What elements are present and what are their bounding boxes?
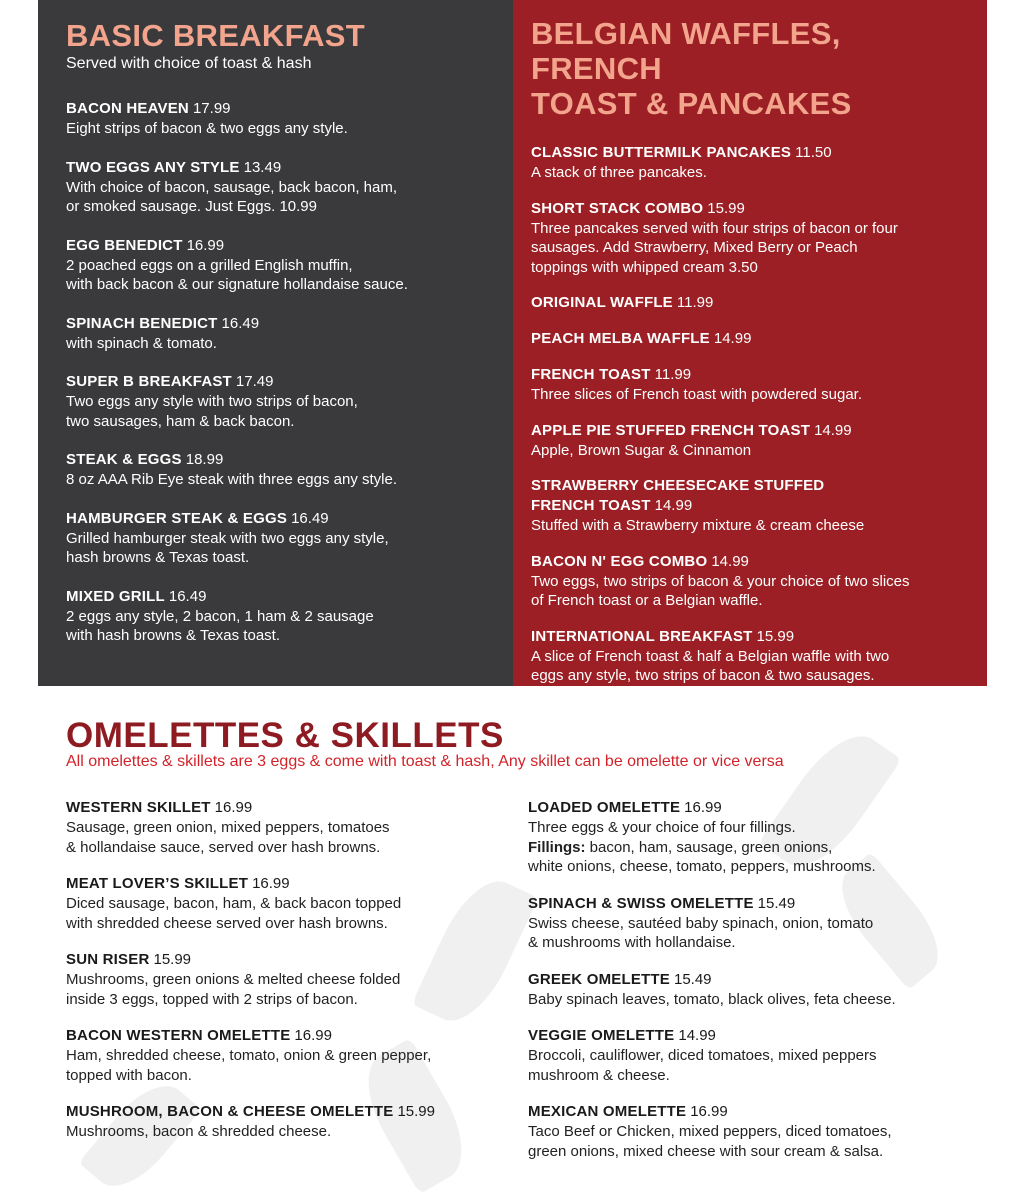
- item-price: 15.49: [757, 894, 796, 912]
- item-price: 16.49: [291, 509, 329, 527]
- item-price: 14.99: [678, 1027, 716, 1044]
- item-description: A slice of French toast & half a Belgian waffle with two eggs any style, two strips of bacon & two sausages.: [531, 647, 890, 684]
- item-name: INTERNATIONAL BREAKFAST: [531, 627, 753, 645]
- menu-item: [531, 476, 965, 536]
- item-description: Taco Beef or Chicken, mixed peppers, diced tomatoes, green onions, mixed cheese with sour cream & salsa.: [528, 1123, 892, 1160]
- omelettes-title: OMELETTES & SKILLETS: [66, 716, 504, 755]
- omelettes-left-column: [66, 798, 506, 1159]
- item-name: STRAWBERRY CHEESECAKE STUFFED: [531, 477, 825, 494]
- item-price: 16.99: [252, 875, 290, 892]
- item-description: Eight strips of bacon & two eggs any style.: [66, 120, 348, 137]
- item-price: 15.99: [707, 199, 745, 217]
- item-description: With choice of bacon, sausage, back bacon, ham, or smoked sausage. Just Eggs. 10.99: [66, 178, 398, 215]
- item-name: WESTERN SKILLET: [66, 799, 211, 816]
- item-description: Baby spinach leaves, tomato, black olives, feta cheese.: [528, 990, 896, 1008]
- item-name: CLASSIC BUTTERMILK PANCAKES: [531, 144, 792, 161]
- menu-item: [528, 970, 988, 1010]
- omelettes-right-column: [528, 798, 988, 1178]
- item-price: 14.99: [654, 497, 693, 514]
- item-description: 2 eggs any style, 2 bacon, 1 ham & 2 sausage with hash browns & Texas toast.: [66, 607, 374, 644]
- menu-item: [66, 450, 485, 490]
- item-name: EGG BENEDICT: [66, 236, 183, 254]
- item-price: 16.99: [684, 799, 722, 816]
- menu-item: [66, 158, 485, 217]
- item-description: Sausage, green onion, mixed peppers, tomatoes & hollandaise sauce, served over hash browns.: [66, 819, 390, 856]
- item-price: 13.49: [243, 158, 282, 176]
- menu-item: [66, 99, 485, 139]
- item-name: PEACH MELBA WAFFLE: [531, 330, 710, 347]
- item-name: HAMBURGER STEAK & EGGS: [66, 509, 288, 527]
- item-price: 15.99: [153, 951, 192, 968]
- item-name: ORIGINAL WAFFLE: [531, 294, 673, 311]
- item-price: 11.99: [654, 366, 692, 383]
- menu-item: [66, 372, 485, 431]
- menu-item: [66, 236, 485, 295]
- item-name: BACON HEAVEN: [66, 100, 189, 117]
- item-price: 16.99: [690, 1103, 728, 1120]
- item-name: SUN RISER: [66, 951, 150, 968]
- basic-breakfast-subtitle: Served with choice of toast & hash: [66, 55, 312, 72]
- item-description: Mushrooms, bacon & shredded cheese.: [66, 1123, 332, 1140]
- menu-item: [531, 627, 965, 686]
- item-description: Diced sausage, bacon, ham, & back bacon topped with shredded cheese served over hash browns.: [66, 895, 402, 932]
- item-price: 16.99: [294, 1027, 332, 1044]
- item-price: 15.99: [397, 1103, 435, 1120]
- item-description: 2 poached eggs on a grilled English muffin, with back bacon & our signature hollandaise sauce.: [66, 256, 408, 293]
- item-name: MUSHROOM, BACON & CHEESE OMELETTE: [66, 1103, 394, 1120]
- menu-item: [66, 1102, 506, 1142]
- fillings-text: bacon, ham, sausage, green onions, white onions, cheese, tomato, peppers, mushrooms.: [528, 838, 876, 875]
- item-price: 15.99: [756, 627, 795, 645]
- item-price: 14.99: [713, 330, 752, 347]
- item-name: SUPER B BREAKFAST: [66, 373, 232, 390]
- waffles-title: [531, 16, 965, 121]
- item-name: BACON N' EGG COMBO: [531, 552, 708, 570]
- menu-item: [66, 509, 485, 568]
- item-name: FRENCH TOAST: [531, 366, 651, 383]
- waffles-list: [531, 143, 965, 686]
- item-description: Ham, shredded cheese, tomato, onion & green pepper, topped with bacon.: [66, 1047, 432, 1084]
- menu-item: [528, 1026, 988, 1085]
- menu-item: [528, 1102, 988, 1161]
- item-name: BACON WESTERN OMELETTE: [66, 1027, 291, 1044]
- item-price: 18.99: [185, 451, 224, 468]
- item-description: 8 oz AAA Rib Eye steak with three eggs any style.: [66, 471, 398, 488]
- item-price: 16.99: [214, 799, 253, 816]
- menu-item: [531, 365, 965, 405]
- item-description: Mushrooms, green onions & melted cheese folded inside 3 eggs, topped with 2 strips of bacon.: [66, 971, 401, 1008]
- omelettes-subtitle: All omelettes & skillets are 3 eggs & come with toast & hash, Any skillet can be omelette or vice versa: [66, 753, 784, 770]
- item-name: STEAK & EGGS: [66, 451, 182, 468]
- item-description: Three pancakes served with four strips of bacon or four sausages. Add Strawberry, Mixed Berry or Peach toppings with whipped cream 3.50: [531, 219, 898, 276]
- item-price: 17.49: [235, 373, 274, 390]
- item-name: APPLE PIE STUFFED FRENCH TOAST: [531, 421, 811, 439]
- menu-item: [66, 314, 485, 354]
- item-name: SHORT STACK COMBO: [531, 199, 704, 217]
- item-price: 14.99: [711, 552, 749, 570]
- menu-item: [66, 587, 485, 646]
- menu-item: [531, 552, 965, 611]
- item-price: 11.50: [795, 144, 832, 161]
- item-price: 16.99: [186, 236, 225, 254]
- item-name: VEGGIE OMELETTE: [528, 1027, 675, 1044]
- item-description: Three eggs & your choice of four fillings.: [528, 819, 796, 836]
- waffles-panel: [513, 0, 987, 686]
- item-description: Stuffed with a Strawberry mixture & cream cheese: [531, 517, 865, 534]
- menu-item: [531, 329, 965, 349]
- item-price: 14.99: [814, 421, 852, 439]
- item-description: Two eggs any style with two strips of bacon, two sausages, ham & back bacon.: [66, 393, 358, 430]
- item-name: SPINACH & SWISS OMELETTE: [528, 894, 754, 912]
- item-name-line2: FRENCH TOAST: [531, 497, 651, 514]
- item-name: MEAT LOVER’S SKILLET: [66, 875, 249, 892]
- menu-item: [528, 894, 988, 953]
- basic-breakfast-panel: [38, 0, 513, 686]
- fillings-line: [528, 838, 988, 877]
- menu-item: [66, 950, 506, 1009]
- item-description: Broccoli, cauliflower, diced tomatoes, mixed peppers mushroom & cheese.: [528, 1047, 877, 1084]
- basic-breakfast-title: BASIC BREAKFAST: [66, 18, 366, 53]
- item-name: LOADED OMELETTE: [528, 799, 681, 816]
- item-description: Swiss cheese, sautéed baby spinach, onion, tomato & mushrooms with hollandaise.: [528, 914, 874, 951]
- item-price: 17.99: [192, 100, 231, 117]
- menu-item: [66, 874, 506, 933]
- menu-item: [66, 798, 506, 857]
- menu-item: [66, 1026, 506, 1085]
- fillings-label: Fillings:: [528, 838, 586, 856]
- item-description: with spinach & tomato.: [66, 334, 217, 352]
- menu-item: [531, 293, 965, 313]
- item-name: MIXED GRILL: [66, 587, 165, 605]
- basic-breakfast-list: [66, 99, 485, 646]
- omelettes-section: [0, 686, 1025, 1200]
- item-name: MEXICAN OMELETTE: [528, 1103, 687, 1120]
- item-description: Grilled hamburger steak with two eggs any style, hash browns & Texas toast.: [66, 529, 389, 566]
- menu-item: [531, 421, 965, 461]
- item-description: Three slices of French toast with powdered sugar.: [531, 386, 862, 403]
- item-name: SPINACH BENEDICT: [66, 314, 218, 332]
- item-description: A stack of three pancakes.: [531, 164, 707, 181]
- item-price: 16.49: [168, 587, 207, 605]
- menu-item: [531, 143, 965, 183]
- item-name: TWO EGGS ANY STYLE: [66, 158, 240, 176]
- item-description: Two eggs, two strips of bacon & your choice of two slices of French toast or a Belgian waffle.: [531, 572, 910, 609]
- waffles-title-line1: BELGIAN WAFFLES, FRENCH: [531, 16, 841, 86]
- menu-item: [531, 199, 965, 278]
- item-description: Apple, Brown Sugar & Cinnamon: [531, 441, 752, 459]
- item-name: GREEK OMELETTE: [528, 970, 670, 988]
- waffles-title-line2: TOAST & PANCAKES: [531, 86, 852, 121]
- item-price: 11.99: [676, 294, 714, 311]
- item-price: 15.49: [673, 970, 712, 988]
- item-price: 16.49: [221, 314, 260, 332]
- menu-item: [528, 798, 988, 877]
